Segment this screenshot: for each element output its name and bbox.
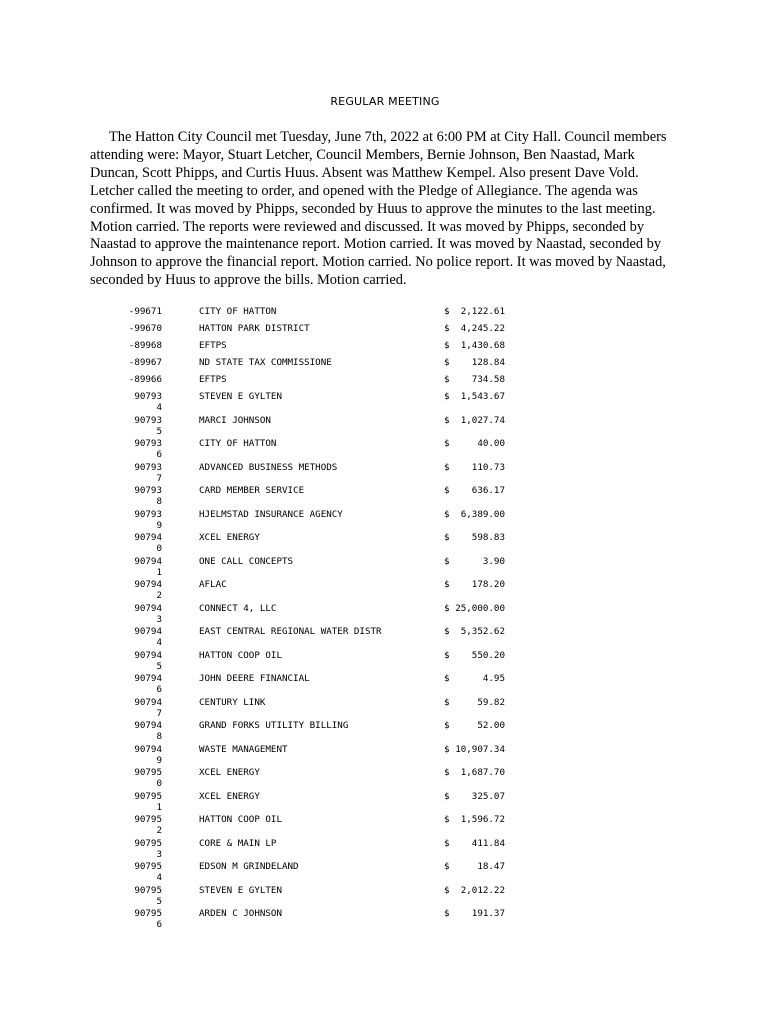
- bill-number-line2: 7: [156, 472, 162, 484]
- bill-currency-sign: $: [444, 602, 450, 614]
- bill-row: [0, 415, 770, 439]
- bill-currency-sign: $: [444, 340, 450, 351]
- bill-amount: 18.47: [477, 861, 505, 872]
- bill-number: [100, 306, 162, 317]
- bill-row: [0, 908, 770, 932]
- bill-currency-sign: $: [444, 790, 450, 802]
- bill-number-line2: 5: [156, 895, 162, 907]
- bill-number-line1: 90794: [134, 579, 162, 590]
- bill-payee: WASTE MANAGEMENT: [199, 743, 288, 755]
- bill-amount: 411.84: [471, 837, 505, 849]
- bill-payee: ADVANCED BUSINESS METHODS: [199, 461, 338, 473]
- bill-currency-sign: $: [444, 485, 450, 496]
- bill-row: [0, 357, 770, 374]
- bill-payee: EFTPS: [199, 374, 227, 385]
- bill-number-line1: -89968: [128, 340, 162, 351]
- bill-amount: 128.84: [471, 357, 505, 368]
- bill-row: [0, 697, 770, 721]
- bill-number: [100, 415, 162, 437]
- bill-number-line1: 90793: [134, 508, 162, 520]
- bill-currency-sign: $: [444, 649, 450, 661]
- bill-number-line1: 90794: [134, 555, 162, 567]
- bill-amount: 6,389.00: [460, 508, 505, 520]
- bill-currency-sign: $: [444, 461, 450, 473]
- bill-row: [0, 744, 770, 768]
- minutes-paragraph: The Hatton City Council met Tuesday, June 7th, 2022 at 6:00 PM at City Hall. Council members attending were: Mayor, Stuart Letcher, Council Members, Bernie Johnson, Ben Naastad, Mark Duncan, Scott Phipps, and Curtis Huus. Absent was Matthew Kempel. Also present Dave Vold. Letcher called the meeting to order, and opened with the Pledge of Allegiance. The agenda was confirmed. It was moved by Phipps, seconded by Huus to approve the minutes to the last meeting. Motion carried. The reports were reviewed and discussed. It was moved by Phipps, seconded by Naastad to approve the maintenance report. Motion carried. It was moved by Naastad, seconded by Johnson to approve the financial report. Motion carried. No police report. It was moved by Naastad, seconded by Huus to approve the bills. Motion carried.: [90, 129, 667, 289]
- bill-row: [0, 485, 770, 509]
- bill-currency-sign: $: [444, 696, 450, 708]
- bill-number-line2: 8: [156, 731, 162, 742]
- bill-number-line2: 9: [156, 519, 162, 531]
- bill-number-line2: 9: [156, 754, 162, 766]
- bill-currency-sign: $: [444, 743, 450, 755]
- bill-number: [100, 767, 162, 789]
- bill-row: [0, 509, 770, 533]
- bill-number-line2: 2: [156, 590, 162, 601]
- bill-amount: 598.83: [471, 532, 505, 543]
- bill-currency-sign: $: [444, 306, 450, 317]
- bill-number: [100, 340, 162, 351]
- bill-number-line2: 1: [156, 566, 162, 578]
- bill-row: [0, 838, 770, 862]
- bill-row: [0, 814, 770, 838]
- bill-amount: 4.95: [482, 673, 505, 684]
- bill-currency-sign: $: [444, 374, 450, 385]
- bills-table: [0, 306, 770, 932]
- bill-payee: GRAND FORKS UTILITY BILLING: [199, 720, 349, 731]
- bill-row: [0, 306, 770, 323]
- bill-currency-sign: $: [444, 861, 450, 872]
- bill-currency-sign: $: [444, 720, 450, 731]
- bill-currency-sign: $: [444, 323, 450, 334]
- bill-number-line1: 90793: [134, 438, 162, 449]
- bill-number-line2: 6: [156, 684, 162, 695]
- bill-payee: HATTON PARK DISTRICT: [199, 323, 310, 334]
- bill-number-line1: -99671: [128, 306, 162, 317]
- bill-row: [0, 323, 770, 340]
- bill-number: [100, 462, 162, 484]
- bill-currency-sign: $: [444, 555, 450, 567]
- bill-row: [0, 340, 770, 357]
- bill-payee: CARD MEMBER SERVICE: [199, 485, 305, 496]
- bill-amount: 1,027.74: [460, 414, 505, 426]
- bill-currency-sign: $: [444, 767, 450, 778]
- bill-number-line1: 90794: [134, 626, 162, 637]
- bill-number-line1: 90795: [134, 908, 162, 919]
- bill-row: [0, 462, 770, 486]
- bill-number-line1: 90793: [134, 461, 162, 473]
- bill-amount: 59.82: [477, 696, 505, 708]
- bill-number-line2: 2: [156, 825, 162, 836]
- bill-number-line2: 0: [156, 778, 162, 789]
- bill-number: [100, 323, 162, 334]
- bill-number-line2: 6: [156, 919, 162, 930]
- bill-currency-sign: $: [444, 626, 450, 637]
- bill-payee: STEVEN E GYLTEN: [199, 884, 282, 896]
- bill-payee: EDSON M GRINDELAND: [199, 861, 299, 872]
- bill-payee: ARDEN C JOHNSON: [199, 908, 282, 919]
- bill-number-line1: 90795: [134, 814, 162, 825]
- bill-number: [100, 838, 162, 860]
- bill-number: [100, 485, 162, 507]
- bill-payee: CONNECT 4, LLC: [199, 602, 277, 614]
- bill-number: [100, 720, 162, 742]
- bill-amount: 110.73: [471, 461, 505, 473]
- bill-row: [0, 579, 770, 603]
- bill-currency-sign: $: [444, 837, 450, 849]
- bill-currency-sign: $: [444, 884, 450, 896]
- bill-row: [0, 885, 770, 909]
- bill-number-line1: 90794: [134, 649, 162, 661]
- bill-payee: JOHN DEERE FINANCIAL: [199, 673, 310, 684]
- bill-payee: XCEL ENERGY: [199, 767, 260, 778]
- bill-amount: 10,907.34: [455, 743, 505, 755]
- bill-amount: 3.90: [482, 555, 505, 567]
- bill-row: [0, 532, 770, 556]
- bill-number: [100, 744, 162, 766]
- bill-number-line2: 4: [156, 637, 162, 648]
- bill-number: [100, 650, 162, 672]
- bill-number-line2: 1: [156, 801, 162, 813]
- bill-payee: CITY OF HATTON: [199, 306, 277, 317]
- bill-number: [100, 697, 162, 719]
- bill-payee: STEVEN E GYLTEN: [199, 391, 282, 402]
- bill-currency-sign: $: [444, 673, 450, 684]
- bill-number: [100, 374, 162, 385]
- bill-payee: CENTURY LINK: [199, 696, 266, 708]
- bill-amount: 2,012.22: [460, 884, 505, 896]
- bill-number: [100, 885, 162, 907]
- bill-number-line1: 90795: [134, 884, 162, 896]
- bill-number-line2: 4: [156, 402, 162, 413]
- bill-row: [0, 438, 770, 462]
- bill-number: [100, 626, 162, 648]
- bill-amount: 1,687.70: [460, 767, 505, 778]
- bill-number: [100, 532, 162, 554]
- bill-number: [100, 603, 162, 625]
- bill-payee: HATTON COOP OIL: [199, 814, 282, 825]
- bill-row: [0, 391, 770, 415]
- bill-payee: HJELMSTAD INSURANCE AGENCY: [199, 508, 343, 520]
- bill-row: [0, 861, 770, 885]
- bill-amount: 178.20: [471, 579, 505, 590]
- bill-currency-sign: $: [444, 532, 450, 543]
- bill-number-line2: 5: [156, 425, 162, 437]
- bill-number-line1: 90793: [134, 391, 162, 402]
- bill-amount: 1,596.72: [460, 814, 505, 825]
- bill-payee: EFTPS: [199, 340, 227, 351]
- bill-amount: 5,352.62: [460, 626, 505, 637]
- bill-number-line1: 90794: [134, 532, 162, 543]
- bill-amount: 1,543.67: [460, 391, 505, 402]
- bill-number-line2: 5: [156, 660, 162, 672]
- bill-number-line1: -99670: [128, 323, 162, 334]
- bill-number: [100, 357, 162, 368]
- bill-payee: ND STATE TAX COMMISSIONE: [199, 357, 332, 368]
- bill-amount: 191.37: [471, 908, 505, 919]
- bill-number-line1: 90795: [134, 767, 162, 778]
- bill-currency-sign: $: [444, 414, 450, 426]
- bill-row: [0, 720, 770, 744]
- bill-payee: HATTON COOP OIL: [199, 649, 282, 661]
- bill-number-line1: -89966: [128, 374, 162, 385]
- bill-number-line1: 90794: [134, 743, 162, 755]
- bill-payee: XCEL ENERGY: [199, 532, 260, 543]
- bill-payee: CORE & MAIN LP: [199, 837, 277, 849]
- bill-number-line1: 90795: [134, 837, 162, 849]
- bill-payee: MARCI JOHNSON: [199, 414, 271, 426]
- bill-row: [0, 603, 770, 627]
- bill-currency-sign: $: [444, 438, 450, 449]
- bill-number-line1: 90794: [134, 673, 162, 684]
- bill-row: [0, 556, 770, 580]
- bill-number-line1: 90794: [134, 696, 162, 708]
- bill-amount: 325.07: [471, 790, 505, 802]
- bill-payee: AFLAC: [199, 579, 227, 590]
- bill-number: [100, 556, 162, 578]
- bill-number-line2: 3: [156, 848, 162, 860]
- bill-number-line1: -89967: [128, 357, 162, 368]
- bill-amount: 636.17: [471, 485, 505, 496]
- bill-amount: 1,430.68: [460, 340, 505, 351]
- bill-number: [100, 673, 162, 695]
- bill-payee: XCEL ENERGY: [199, 790, 260, 802]
- bill-number: [100, 791, 162, 813]
- bill-payee: ONE CALL CONCEPTS: [199, 555, 294, 567]
- bill-number-line1: 90793: [134, 485, 162, 496]
- bill-number: [100, 908, 162, 930]
- bill-amount: 550.20: [471, 649, 505, 661]
- bill-row: [0, 626, 770, 650]
- bill-row: [0, 767, 770, 791]
- bill-number-line2: 6: [156, 449, 162, 460]
- bill-number-line1: 90794: [134, 720, 162, 731]
- bill-amount: 40.00: [477, 438, 505, 449]
- bill-row: [0, 374, 770, 391]
- bill-number: [100, 438, 162, 460]
- bill-number: [100, 509, 162, 531]
- bill-number: [100, 861, 162, 883]
- bill-currency-sign: $: [444, 814, 450, 825]
- bill-payee: EAST CENTRAL REGIONAL WATER DISTR: [199, 626, 382, 637]
- bill-number-line2: 8: [156, 496, 162, 507]
- bill-row: [0, 650, 770, 674]
- bill-row: [0, 791, 770, 815]
- bill-number-line1: 90795: [134, 861, 162, 872]
- bill-currency-sign: $: [444, 908, 450, 919]
- bill-payee: CITY OF HATTON: [199, 438, 277, 449]
- bill-number-line1: 90794: [134, 602, 162, 614]
- bill-number-line2: 7: [156, 707, 162, 719]
- bill-row: [0, 673, 770, 697]
- meeting-heading: REGULAR MEETING: [330, 95, 440, 108]
- bill-number: [100, 391, 162, 413]
- bill-number-line2: 3: [156, 613, 162, 625]
- bill-amount: 52.00: [477, 720, 505, 731]
- bill-amount: 2,122.61: [460, 306, 505, 317]
- bill-number: [100, 579, 162, 601]
- bill-currency-sign: $: [444, 391, 450, 402]
- bill-number: [100, 814, 162, 836]
- bill-number-line1: 90795: [134, 790, 162, 802]
- bill-currency-sign: $: [444, 579, 450, 590]
- bill-amount: 4,245.22: [460, 323, 505, 334]
- bill-amount: 25,000.00: [455, 602, 505, 614]
- bill-number-line2: 4: [156, 872, 162, 883]
- bill-currency-sign: $: [444, 357, 450, 368]
- bill-currency-sign: $: [444, 508, 450, 520]
- bill-number-line2: 0: [156, 543, 162, 554]
- bill-amount: 734.58: [471, 374, 505, 385]
- bill-number-line1: 90793: [134, 414, 162, 426]
